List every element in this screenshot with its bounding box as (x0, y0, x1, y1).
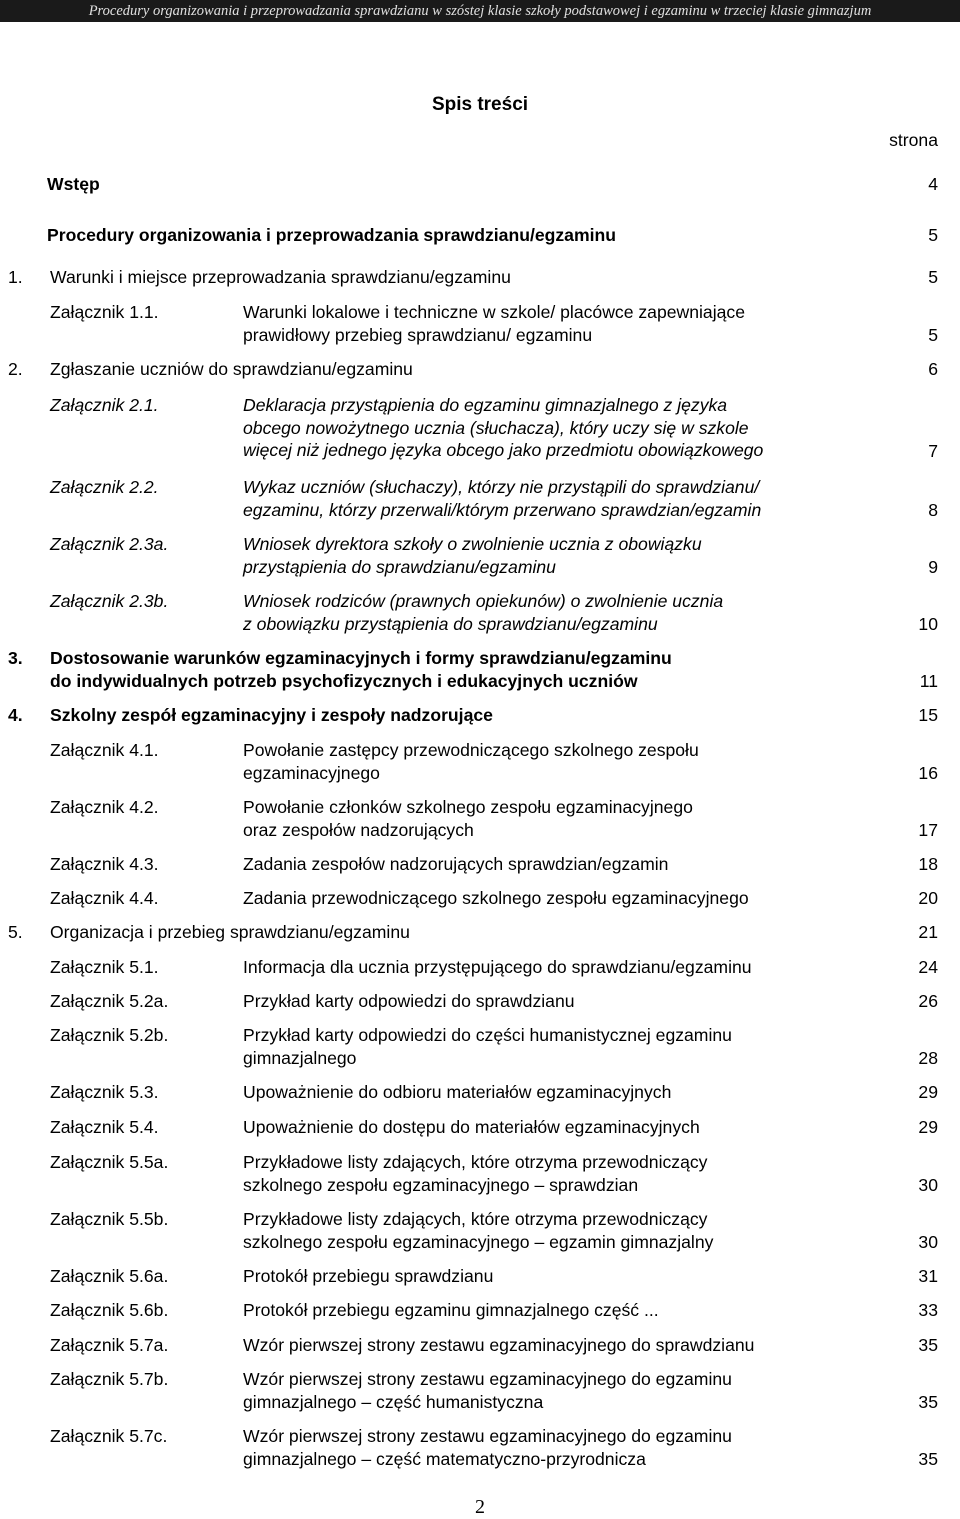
toc-entry-intro[interactable]: Wstęp (47, 174, 100, 194)
attachment-label: Załącznik 5.7b. (50, 1369, 169, 1389)
toc-page-number: 4 (928, 174, 938, 194)
toc-attachment-1-1[interactable] (243, 301, 850, 346)
attachment-title-line: Warunki lokalowe i techniczne w szkole/ placówce zapewniające (243, 302, 745, 322)
toc-attachment-4-2[interactable] (243, 796, 850, 841)
attachment-label: Załącznik 5.6a. (50, 1266, 169, 1286)
toc-page-number: 20 (918, 888, 938, 908)
toc-attachment-2-1[interactable] (243, 394, 850, 462)
toc-section-1[interactable]: Warunki i miejsce przeprowadzania sprawdzianu/egzaminu (50, 267, 511, 287)
section-number: 5. (8, 922, 23, 942)
section-title-line: do indywidualnych potrzeb psychofizycznych i edukacyjnych uczniów (50, 670, 638, 691)
toc-page-number: 33 (918, 1300, 938, 1320)
attachment-label: Załącznik 1.1. (50, 302, 159, 322)
toc-attachment-5-7b[interactable] (243, 1368, 850, 1413)
attachment-title-line: Przykładowe listy zdających, które otrzyma przewodniczący (243, 1209, 708, 1229)
attachment-label: Załącznik 5.4. (50, 1117, 159, 1137)
attachment-label: Załącznik 5.7a. (50, 1335, 169, 1355)
section-number: 1. (8, 267, 23, 287)
toc-attachment-5-6a[interactable]: Protokół przebiegu sprawdzianu (243, 1266, 494, 1286)
toc-page-number: 29 (918, 1082, 938, 1102)
toc-attachment-5-7c[interactable] (243, 1425, 850, 1470)
attachment-label: Załącznik 4.1. (50, 740, 159, 760)
page-column-label: strona (889, 130, 938, 150)
toc-page-number: 6 (928, 359, 938, 379)
toc-page-number: 8 (928, 500, 938, 520)
toc-page-number: 28 (918, 1048, 938, 1068)
toc-page-number: 18 (918, 854, 938, 874)
attachment-title-line: Powołanie członków szkolnego zespołu egzaminacyjnego (243, 797, 693, 817)
toc-page-number: 30 (918, 1232, 938, 1252)
toc-page-number: 15 (918, 705, 938, 725)
attachment-title-line: obcego nowożytnego ucznia (słuchacza), który uczy się w szkole (243, 417, 749, 438)
attachment-title-line: przystąpienia do sprawdzianu/egzaminu (243, 556, 556, 577)
toc-attachment-5-7a[interactable]: Wzór pierwszej strony zestawu egzaminacyjnego do sprawdzianu (243, 1335, 755, 1355)
attachment-title-line: Wniosek dyrektora szkoły o zwolnienie ucznia z obowiązku (243, 534, 702, 554)
toc-page-number: 24 (918, 957, 938, 977)
attachment-label: Załącznik 5.1. (50, 957, 159, 977)
attachment-label: Załącznik 2.3a. (50, 534, 169, 554)
toc-page-number: 5 (928, 267, 938, 287)
attachment-label: Załącznik 5.6b. (50, 1300, 169, 1320)
attachment-title-line: gimnazjalnego (243, 1047, 357, 1068)
attachment-label: Załącznik 5.2b. (50, 1025, 169, 1045)
toc-page-number: 5 (928, 325, 938, 345)
attachment-label: Załącznik 5.2a. (50, 991, 169, 1011)
toc-page-number: 21 (918, 922, 938, 942)
section-number: 3. (8, 648, 23, 668)
attachment-label: Załącznik 5.3. (50, 1082, 159, 1102)
section-number: 2. (8, 359, 23, 379)
toc-page-number: 26 (918, 991, 938, 1011)
toc-section-3[interactable] (50, 647, 672, 692)
toc-attachment-4-3[interactable]: Zadania zespołów nadzorujących sprawdzian/egzamin (243, 854, 669, 874)
toc-attachment-2-3a[interactable] (243, 533, 850, 578)
toc-page-number: 17 (918, 820, 938, 840)
toc-title: Spis treści (431, 94, 529, 115)
toc-page-number: 16 (918, 763, 938, 783)
toc-section-5[interactable]: Organizacja i przebieg sprawdzianu/egzaminu (50, 922, 410, 942)
attachment-title-line: oraz zespołów nadzorujących (243, 819, 474, 840)
attachment-label: Załącznik 5.7c. (50, 1426, 168, 1446)
attachment-title-line: szkolnego zespołu egzaminacyjnego – sprawdzian (243, 1174, 639, 1195)
attachment-label: Załącznik 2.2. (50, 477, 159, 497)
toc-page-number: 11 (919, 671, 938, 691)
running-header: Procedury organizowania i przeprowadzania sprawdzianu w szóstej klasie szkoły podstawowej i egzaminu w trzeciej klasie gimnazjum (0, 0, 960, 22)
toc-attachment-2-3b[interactable] (243, 590, 850, 635)
toc-attachment-5-6b[interactable]: Protokół przebiegu egzaminu gimnazjalnego część ... (243, 1300, 659, 1320)
attachment-title-line: prawidłowy przebieg sprawdzianu/ egzaminu (243, 324, 593, 345)
attachment-title-line: Przykład karty odpowiedzi do części humanistycznej egzaminu (243, 1025, 732, 1045)
toc-section-2[interactable]: Zgłaszanie uczniów do sprawdzianu/egzaminu (50, 359, 413, 379)
attachment-title-line: gimnazjalnego – część humanistyczna (243, 1391, 544, 1412)
toc-entry-procedures[interactable]: Procedury organizowania i przeprowadzania sprawdzianu/egzaminu (47, 225, 616, 245)
toc-page-number: 31 (918, 1266, 938, 1286)
attachment-title-line: Powołanie zastępcy przewodniczącego szkolnego zespołu (243, 740, 699, 760)
toc-page-number: 10 (918, 614, 938, 634)
toc-page-number: 5 (928, 225, 938, 245)
attachment-title-line: Przykładowe listy zdających, które otrzyma przewodniczący (243, 1152, 708, 1172)
toc-page-number: 7 (928, 441, 938, 461)
attachment-title-line: z obowiązku przystąpienia do sprawdzianu/egzaminu (243, 613, 658, 634)
page-footer-number: 2 (475, 1496, 485, 1518)
attachment-label: Załącznik 5.5b. (50, 1209, 169, 1229)
attachment-title-line: Wykaz uczniów (słuchaczy), którzy nie przystąpili do sprawdzianu/ (243, 477, 760, 497)
toc-attachment-5-4[interactable]: Upoważnienie do dostępu do materiałów egzaminacyjnych (243, 1117, 700, 1137)
attachment-title-line: Wzór pierwszej strony zestawu egzaminacyjnego do egzaminu (243, 1426, 732, 1446)
section-number: 4. (8, 705, 23, 725)
attachment-title-line: szkolnego zespołu egzaminacyjnego – egzamin gimnazjalny (243, 1231, 714, 1252)
toc-attachment-5-3[interactable]: Upoważnienie do odbioru materiałów egzaminacyjnych (243, 1082, 672, 1102)
toc-attachment-2-2[interactable] (243, 476, 850, 521)
attachment-label: Załącznik 2.3b. (50, 591, 169, 611)
attachment-title-line: więcej niż jednego języka obcego jako przedmiotu obowiązkowego (243, 440, 764, 461)
toc-attachment-5-2a[interactable]: Przykład karty odpowiedzi do sprawdzianu (243, 991, 575, 1011)
toc-attachment-5-2b[interactable] (243, 1024, 850, 1069)
attachment-label: Załącznik 4.3. (50, 854, 159, 874)
toc-page-number: 35 (918, 1392, 938, 1412)
attachment-title-line: Wniosek rodziców (prawnych opiekunów) o zwolnienie ucznia (243, 591, 724, 611)
attachment-title-line: Deklaracja przystąpienia do egzaminu gimnazjalnego z języka (243, 395, 728, 415)
toc-attachment-5-5b[interactable] (243, 1208, 850, 1253)
section-title-line: Dostosowanie warunków egzaminacyjnych i formy sprawdzianu/egzaminu (50, 648, 672, 668)
toc-section-4[interactable]: Szkolny zespół egzaminacyjny i zespoły nadzorujące (50, 705, 493, 725)
toc-attachment-4-4[interactable]: Zadania przewodniczącego szkolnego zespołu egzaminacyjnego (243, 888, 749, 908)
toc-page-number: 35 (918, 1449, 938, 1469)
toc-page-number: 29 (918, 1117, 938, 1137)
toc-page-number: 9 (928, 557, 938, 577)
toc-page-number: 35 (918, 1335, 938, 1355)
attachment-label: Załącznik 4.2. (50, 797, 159, 817)
toc-attachment-5-5a[interactable] (243, 1151, 850, 1196)
toc-attachment-5-1[interactable]: Informacja dla ucznia przystępującego do sprawdzianu/egzaminu (243, 957, 752, 977)
attachment-title-line: egzaminu, którzy przerwali/którym przerwano sprawdzian/egzamin (243, 499, 762, 520)
attachment-title-line: Wzór pierwszej strony zestawu egzaminacyjnego do egzaminu (243, 1369, 732, 1389)
attachment-label: Załącznik 4.4. (50, 888, 159, 908)
toc-page-number: 30 (918, 1175, 938, 1195)
toc-attachment-4-1[interactable] (243, 739, 850, 784)
attachment-title-line: egzaminacyjnego (243, 762, 380, 783)
attachment-title-line: gimnazjalnego – część matematyczno-przyrodnicza (243, 1448, 646, 1469)
attachment-label: Załącznik 2.1. (50, 395, 159, 415)
attachment-label: Załącznik 5.5a. (50, 1152, 169, 1172)
